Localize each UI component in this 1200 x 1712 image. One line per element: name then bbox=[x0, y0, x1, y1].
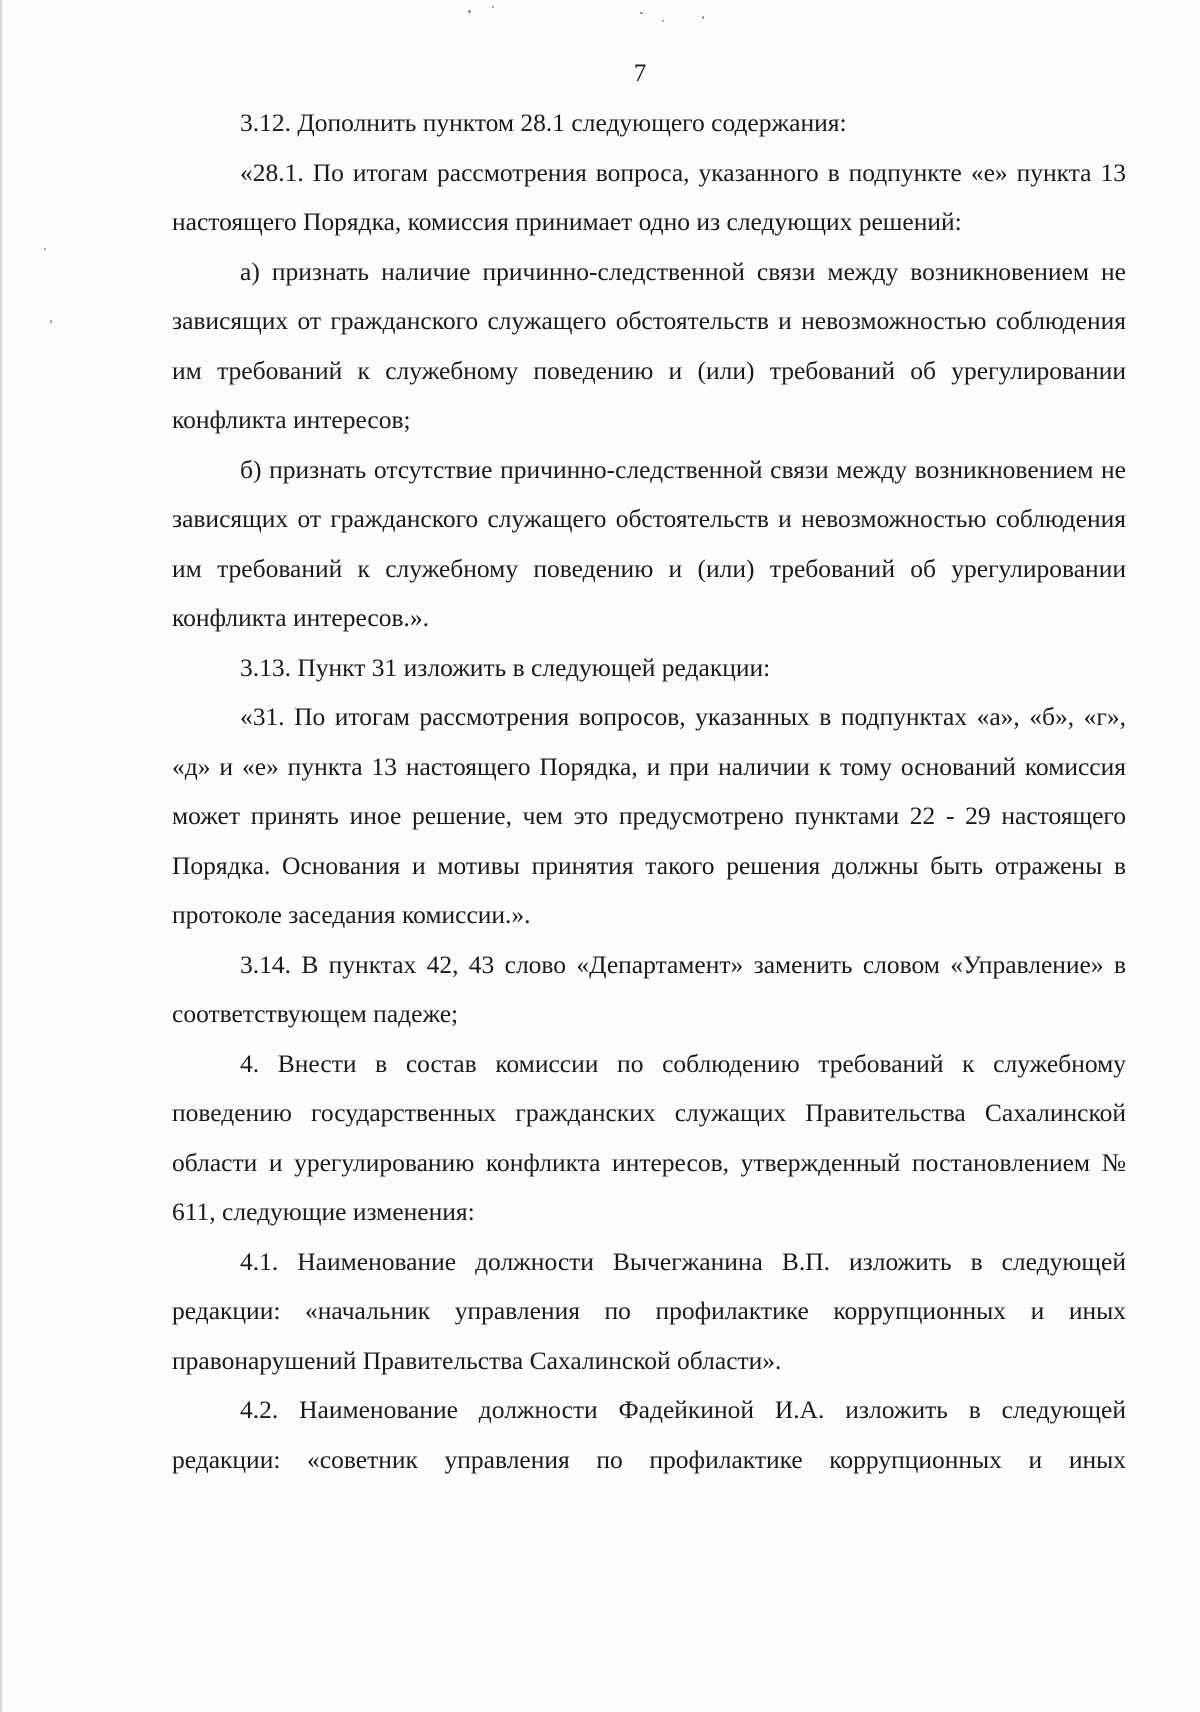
scan-speck bbox=[702, 16, 704, 19]
document-body bbox=[172, 98, 1126, 1484]
paragraph-28-1-intro: «28.1. По итогам рассмотрения вопроса, указанного в подпункте «е» пункта 13 настоящего Порядка, комиссия принимает одно из следующих решений: bbox=[172, 157, 1126, 236]
paragraph-31: «31. По итогам рассмотрения вопросов, указанных в подпунктах «а», «б», «г», «д» и «е» пункта 13 настоящего Порядка, и при наличии к тому оснований комиссия может принять иное решение, чем это предусмотрено пунктами 22 - 29 настоящего Порядка. Основания и мотивы принятия такого решения должны быть отражены в протоколе заседания комиссии.». bbox=[172, 702, 1126, 929]
scan-speck bbox=[492, 6, 494, 8]
paragraph-4-1: 4.1. Наименование должности Вычегжанина В.П. изложить в следующей редакции: «начальник управления по профилактике коррупционных и иных правонарушений Правительства Сахалинской области». bbox=[172, 1246, 1126, 1375]
scan-speck bbox=[468, 10, 471, 13]
scan-speck bbox=[640, 12, 643, 14]
scan-edge bbox=[0, 0, 3, 1712]
paragraph-28-1-b: б) признать отсутствие причинно-следственной связи между возникновением не зависящих от гражданского служащего обстоятельств и невозможностью соблюдения им требований к служебному поведению и (или) требований об урегулировании конфликта интересов.». bbox=[172, 454, 1126, 632]
page-number: 7 bbox=[633, 60, 647, 87]
paragraph-3-13-heading: 3.13. Пункт 31 изложить в следующей редакции: bbox=[240, 652, 771, 682]
scan-speck bbox=[50, 320, 52, 323]
paragraph-4: 4. Внести в состав комиссии по соблюдению требований к служебному поведению государственных гражданских служащих Правительства Сахалинской области и урегулированию конфликта интересов, утвержденный постановлением № 611, следующие изменения: bbox=[172, 1048, 1126, 1226]
scan-speck bbox=[44, 248, 46, 250]
paragraph-3-14: 3.14. В пунктах 42, 43 слово «Департамент» заменить словом «Управление» в соответствующем падеже; bbox=[172, 949, 1126, 1028]
scan-speck bbox=[662, 20, 664, 22]
paragraph-4-2: 4.2. Наименование должности Фадейкиной И.А. изложить в следующей редакции: «советник управления по профилактике коррупционных и иных bbox=[172, 1395, 1126, 1474]
paragraph-3-12-heading: 3.12. Дополнить пунктом 28.1 следующего содержания: bbox=[240, 108, 847, 137]
paragraph-28-1-a: а) признать наличие причинно-следственной связи между возникновением не зависящих от гражданского служащего обстоятельств и невозможностью соблюдения им требований к служебному поведению и (или) требований об урегулировании конфликта интересов; bbox=[172, 256, 1126, 434]
